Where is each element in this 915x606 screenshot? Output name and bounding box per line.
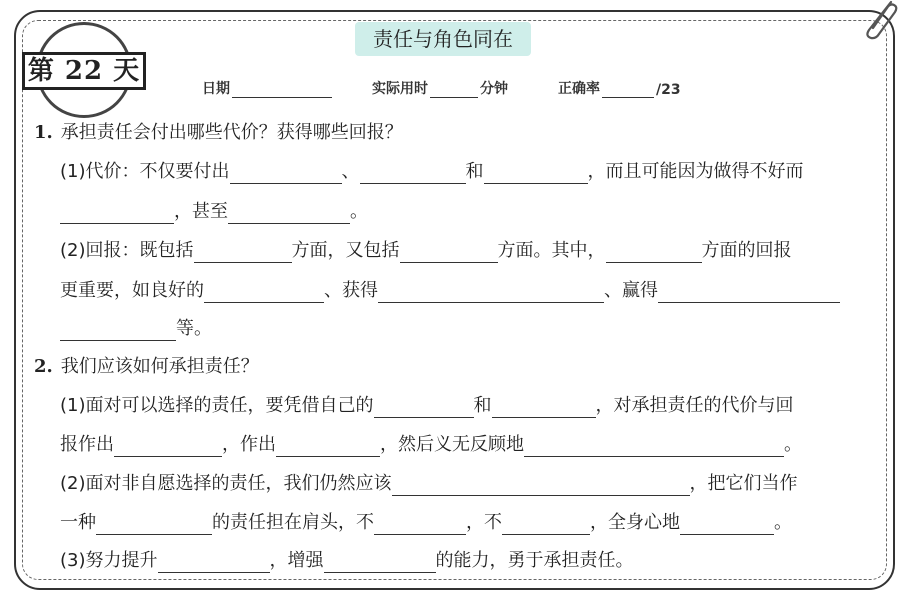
day-label: 第 22 天 [22,52,146,90]
q2-p1-line1 [60,394,794,418]
text-segment: ，作出 [222,434,276,455]
answer-blank[interactable] [324,550,436,573]
q1-heading [34,121,403,145]
answer-blank[interactable] [96,512,212,535]
answer-blank[interactable] [60,318,176,341]
text-segment: 的责任担在肩头，不 [212,512,374,533]
answer-blank[interactable] [194,240,292,263]
answer-blank[interactable] [400,240,498,263]
q2-text: 我们应该如何承担责任？ [60,356,259,377]
q2-number: 2. [34,356,53,377]
text-segment: 。 [350,201,368,222]
text-segment: 和 [465,161,484,182]
q1-p2-line2 [60,279,840,303]
text-segment: (2)面对非自愿选择的责任，我们仍然应该 [60,473,392,494]
accuracy-field [558,78,681,98]
q1-p2-line1 [60,239,792,263]
q2-p1-line2 [60,433,802,457]
accuracy-label: 正确率 [558,81,600,97]
text-segment: ，甚至 [174,201,228,222]
text-segment: 的能力，勇于承担责任。 [435,550,634,571]
answer-blank[interactable] [374,395,474,418]
answer-blank[interactable] [374,512,466,535]
answer-blank[interactable] [484,161,588,184]
q2-p3-line1 [60,549,634,573]
q2-p2-line1 [60,472,798,496]
answer-blank[interactable] [228,201,350,224]
text-segment: (1)面对可以选择的责任，要凭借自己的 [60,395,374,416]
accuracy-blank[interactable] [602,81,654,98]
answer-blank[interactable] [158,550,270,573]
text-segment: 方面，又包括 [291,240,400,261]
text-segment: 、赢得 [604,280,658,301]
q2-p2-line2 [60,511,792,535]
answer-blank[interactable] [524,434,784,457]
q1-p2-line3 [60,317,212,341]
text-segment: ，而且可能因为做得不好而 [587,161,804,182]
text-segment: 方面。其中， [497,240,606,261]
text-segment: 。 [784,434,802,455]
day-badge [22,22,146,118]
text-segment: (1)代价：不仅要付出 [60,161,230,182]
answer-blank[interactable] [378,280,604,303]
answer-blank[interactable] [392,473,690,496]
answer-blank[interactable] [606,240,702,263]
text-segment: 、获得 [324,280,378,301]
answer-blank[interactable] [60,201,174,224]
text-segment: (2)回报：既包括 [60,240,194,261]
text-segment: ，把它们当作 [689,473,798,494]
q1-p1-line2 [60,200,368,224]
minute-label: 分钟 [480,81,508,97]
paperclip-icon [861,0,901,40]
answer-blank[interactable] [492,395,596,418]
answer-blank[interactable] [204,280,324,303]
date-blank[interactable] [232,81,332,98]
text-segment: 。 [774,512,792,533]
text-segment: ，全身心地 [590,512,680,533]
q1-text: 承担责任会付出哪些代价？获得哪些回报？ [60,122,403,143]
text-segment: ，对承担责任的代价与回 [595,395,794,416]
text-segment: 一种 [60,512,96,533]
date-label: 日期 [202,81,230,97]
answer-blank[interactable] [276,434,380,457]
text-segment: 报作出 [60,434,114,455]
answer-blank[interactable] [230,161,342,184]
accuracy-total: /23 [656,82,681,98]
text-segment: ，增强 [269,550,324,571]
q2-heading [34,355,259,379]
text-segment: (3)努力提升 [60,550,158,571]
answer-blank[interactable] [114,434,222,457]
time-label: 实际用时 [372,81,428,97]
time-blank[interactable] [430,81,478,98]
date-field [202,78,334,98]
text-segment: ，然后义无反顾地 [380,434,524,455]
text-segment: 等。 [176,318,212,339]
text-segment: ，不 [466,512,502,533]
text-segment: 方面的回报 [701,240,792,261]
answer-blank[interactable] [502,512,590,535]
q1-number: 1. [34,122,53,143]
text-segment: 更重要，如良好的 [60,280,204,301]
text-segment: 、 [341,161,360,182]
q1-p1-line1 [60,160,804,184]
answer-blank[interactable] [360,161,466,184]
answer-blank[interactable] [658,280,840,303]
time-field [372,78,508,98]
answer-blank[interactable] [680,512,774,535]
page-title: 责任与角色同在 [355,22,531,56]
text-segment: 和 [473,395,492,416]
